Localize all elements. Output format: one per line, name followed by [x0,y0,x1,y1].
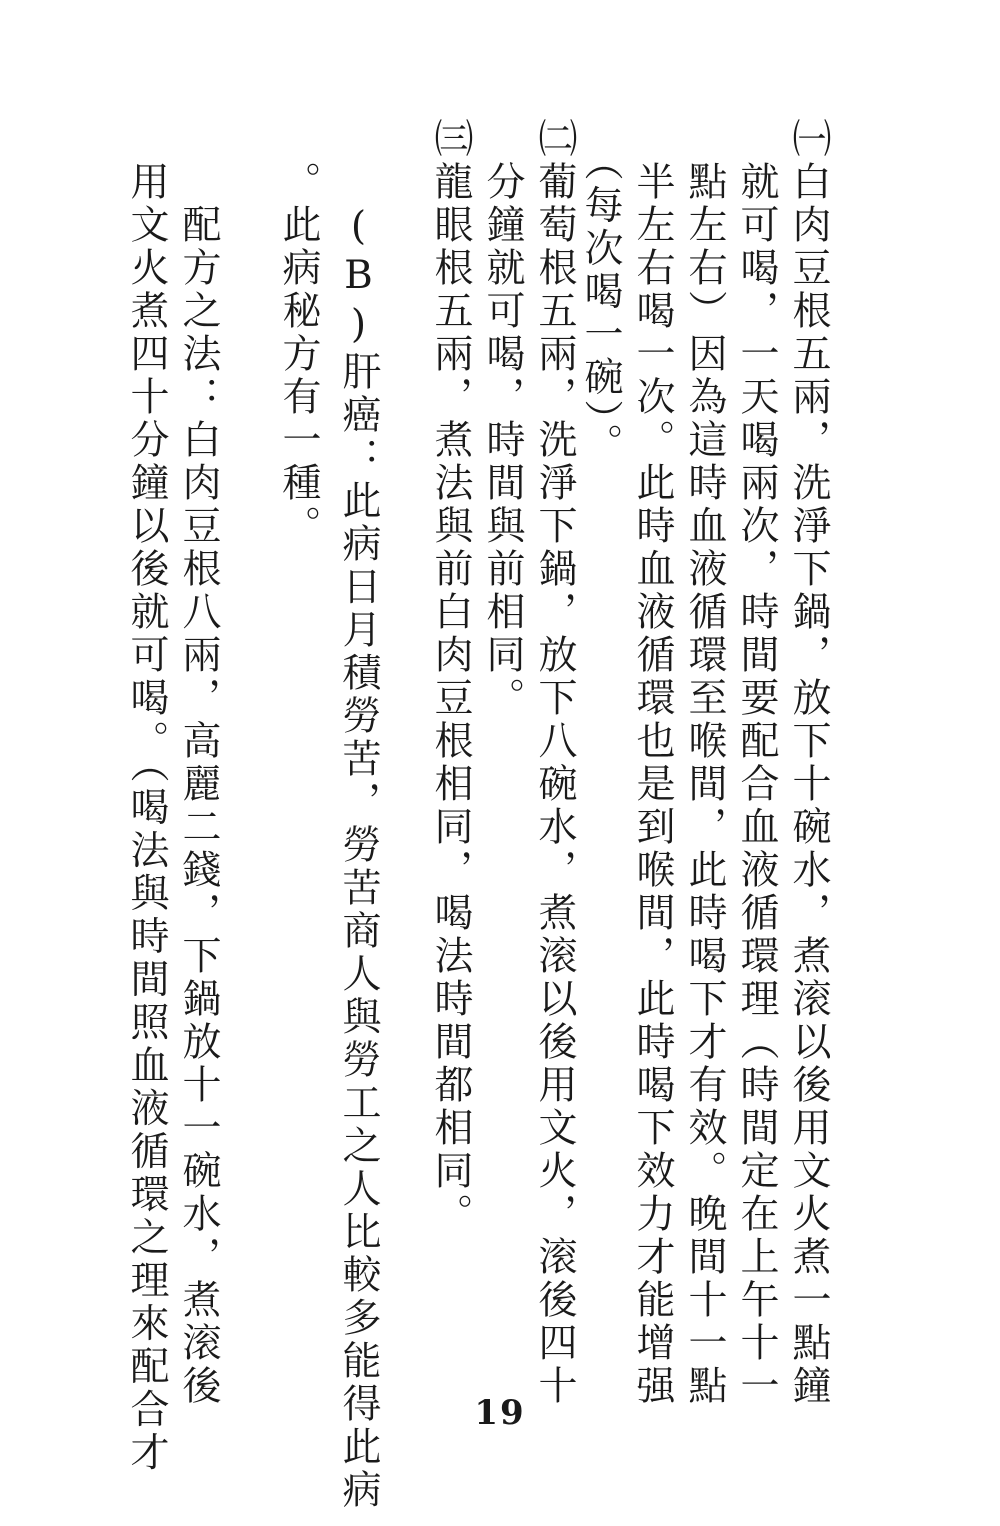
text-column-5: （每次喝一碗）。 [578,118,623,466]
text-column-4: 半左右喝一次。此時血液循環也是到喉間，此時喝下效力才能增强 [630,118,675,1408]
text-column-10: 。此病秘方有一種。 [276,118,321,548]
text-column-9: (B)肝癌：此病日月積勞苦，勞苦商人與勞工之人比較多能得此病 [336,118,381,1512]
text-column-11: 配方之法：白肉豆根八兩，高麗二錢，下鍋放十一碗水，煮滚後 [176,118,221,1408]
text-column-7: 分鐘就可喝，時間與前相同。 [480,118,525,720]
text-column-2: 就可喝，一天喝兩次，時間要配合血液循環理（時間定在上午十一 [734,118,779,1408]
text-column-3: 點左右）因為這時血液循環至喉間，此時喝下才有效。晚間十一點 [682,118,727,1408]
text-column-8: ㈢龍眼根五兩，煮法與前白肉豆根相同，喝法時間都相同。 [428,118,473,1236]
text-column-12: 用文火煮四十分鐘以後就可喝。（喝法與時間照血液循環之理來配合才 [124,118,169,1475]
text-column-1: ㈠白肉豆根五兩，洗淨下鍋，放下十碗水，煮滚以後用文火煮一點鐘 [786,118,831,1408]
page-number: 19 [474,1393,526,1433]
text-column-6: ㈡葡萄根五兩，洗淨下鍋，放下八碗水，煮滚以後用文火，滚後四十 [532,118,577,1408]
